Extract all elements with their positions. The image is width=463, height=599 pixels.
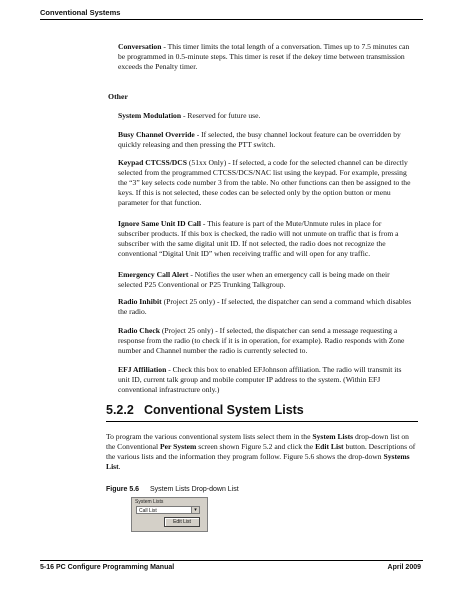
- item-keypad-ctcss: [118, 158, 414, 208]
- desc: - Notifies the user when an emergency call is being made on their selected P25 Conventional or P25 Trunking Talkgroup.: [118, 270, 390, 290]
- section-number: 5.2.2: [106, 403, 134, 417]
- term: System Modulation: [118, 111, 182, 120]
- figure-title: System Lists Drop-down List: [150, 486, 239, 493]
- desc: - Reserved for future use.: [181, 111, 261, 120]
- intro-bold: Edit List: [315, 442, 344, 452]
- section-heading: [106, 403, 418, 422]
- item-busy-channel-override: [118, 130, 414, 150]
- term: Ignore Same Unit ID Call: [118, 219, 201, 228]
- intro-text: drop-down list on the Conventional: [106, 432, 409, 452]
- intro-bold: Systems List: [106, 452, 410, 472]
- desc: (51xx Only) - If selected, a code for the selected channel can be directly selected from the programmed CTCSS/DCS/NAC list using the keypad. For example, pressing the “3” key selects code number 3 from the table. No other functions can then be assigned to the keys. If this is not selected, these codes can be selected only by the option button or menu parameter for that function.: [118, 158, 411, 208]
- item-radio-inhibit: [118, 297, 414, 317]
- system-lists-group-label: System Lists: [135, 499, 164, 505]
- desc-conversation: - This timer limits the total length of a conversation. Times up to 7.5 minutes can be programmed in 0.5-minute steps. This timer is reset if the dekey time between transmission exceeds the Penalty timer.: [118, 42, 410, 72]
- item-ignore-same-unit-id: [118, 219, 414, 259]
- chevron-down-icon[interactable]: ▾: [191, 507, 199, 513]
- footer-rule: [40, 560, 423, 561]
- subheading-other: Other: [108, 92, 128, 101]
- item-system-modulation: [118, 111, 414, 121]
- system-lists-dropdown[interactable]: [136, 506, 200, 514]
- footer-date: April 2009: [387, 564, 421, 571]
- dropdown-value: Call List: [139, 508, 157, 514]
- desc: (Project 25 only) - If selected, the dispatcher can send a command which disables the radio.: [118, 297, 412, 317]
- intro-text: button. Descriptions of the various lists and the information they program follow. Figure 5.6 shows the drop-down: [106, 442, 416, 462]
- intro-bold: System Lists: [312, 432, 354, 441]
- footer-left: 5-16 PC Configure Programming Manual: [40, 564, 175, 571]
- system-lists-dialog: [131, 497, 208, 532]
- term: Keypad CTCSS/DCS: [118, 158, 187, 167]
- figure-label: Figure 5.6: [106, 486, 140, 493]
- intro-text: screen shown Figure 5.2 and click the: [196, 442, 316, 452]
- intro-text: .: [118, 462, 121, 472]
- intro-text: To program the various conventional system lists select them in the: [106, 432, 313, 441]
- intro-bold: Per System: [160, 442, 197, 452]
- term: Emergency Call Alert: [118, 270, 189, 279]
- term: Busy Channel Override: [118, 130, 195, 139]
- desc: - This feature is part of the Mute/Unmute rules in place for subscriber products. If this box is checked, the radio will not unmute on traffic that is from a subscriber with the same digital unit ID. If not selected, the radio does not recognize the conventional “Digital Unit ID” when receiving traffic and will open for any traffic.: [118, 219, 399, 259]
- term: EFJ Affiliation: [118, 365, 167, 374]
- section-intro: [106, 432, 418, 472]
- header-rule: [40, 19, 423, 20]
- item-efj-affiliation: [118, 365, 414, 395]
- term: Radio Inhibit: [118, 297, 162, 306]
- item-radio-check: [118, 326, 414, 356]
- desc: - Check this box to enabled EFJohnson affiliation. The radio will transmit its unit ID, current talk group and mobile computer IP address to the system. (Within EFJ conventional infrastructure only.): [118, 365, 402, 395]
- figure-caption: [106, 486, 239, 493]
- paragraph-conversation: [118, 42, 414, 72]
- desc: (Project 25 only) - If selected, the dispatcher can send a message requesting a response from the radio (to check if it is in operation, for example). Radio responds with Zone number and Channel number the radio is currently selected to.: [118, 326, 405, 356]
- term: Radio Check: [118, 326, 160, 335]
- desc: - If selected, the busy channel lockout feature can be overridden by quickly releasing and then pressing the PTT switch.: [118, 130, 401, 150]
- term-conversation: Conversation: [118, 42, 162, 51]
- section-title: Conventional System Lists: [144, 403, 304, 417]
- edit-list-button[interactable]: Edit List: [164, 517, 200, 527]
- item-emergency-call-alert: [118, 270, 414, 290]
- running-header: Conventional Systems: [40, 8, 121, 17]
